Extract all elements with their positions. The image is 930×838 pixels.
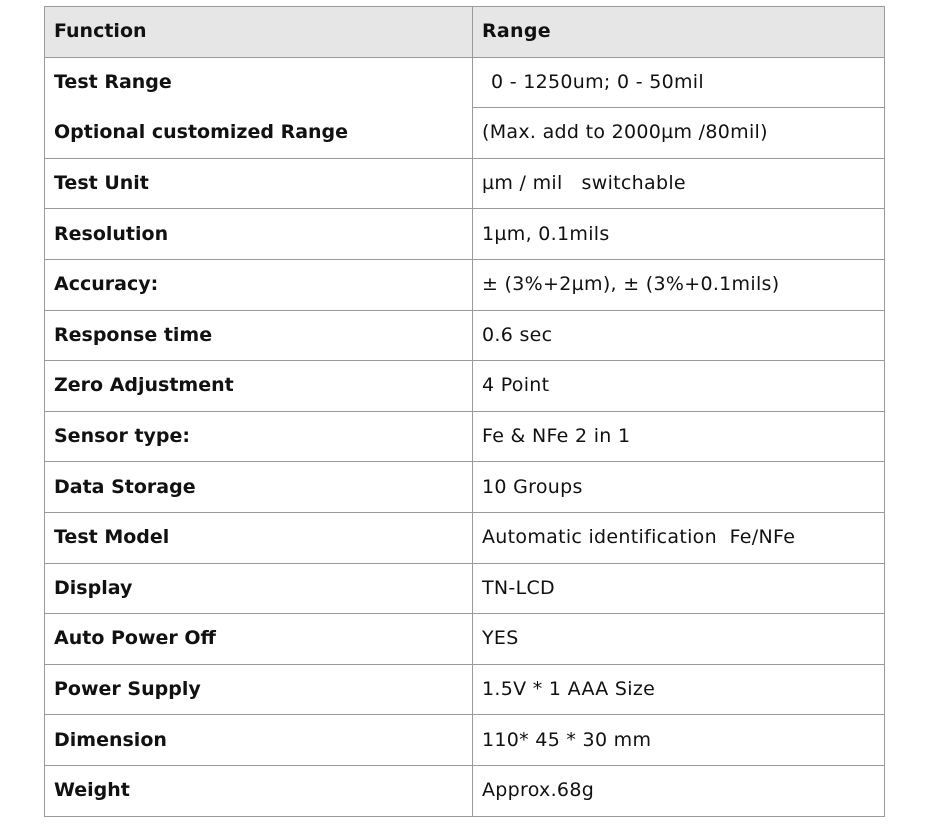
row-function: Sensor type: (45, 411, 473, 462)
row-function: Data Storage (45, 462, 473, 513)
row-value: Automatic identification Fe/NFe (473, 512, 885, 563)
row-value: Approx.68g (473, 765, 885, 816)
header-range: Range (473, 7, 885, 58)
header-function: Function (45, 7, 473, 58)
table-row (45, 259, 885, 310)
row-value: 10 Groups (473, 462, 885, 513)
row-function: Power Supply (45, 664, 473, 715)
row-function: Test Range (45, 57, 473, 108)
table-row (45, 310, 885, 361)
row-value: µm / mil switchable (473, 158, 885, 209)
table-row (45, 664, 885, 715)
table-header-row (45, 7, 885, 58)
table-row (45, 411, 885, 462)
table-row (45, 57, 885, 108)
row-function: Test Unit (45, 158, 473, 209)
row-function: Resolution (45, 209, 473, 260)
row-function: Weight (45, 765, 473, 816)
row-function: Response time (45, 310, 473, 361)
table-row (45, 563, 885, 614)
row-value: (Max. add to 2000µm /80mil) (473, 108, 885, 159)
table-row (45, 361, 885, 412)
row-value: 110* 45 * 30 mm (473, 715, 885, 766)
row-value: 0 - 1250um; 0 - 50mil (473, 57, 885, 108)
spec-table (44, 6, 885, 817)
table-row (45, 158, 885, 209)
row-function: Display (45, 563, 473, 614)
row-value: 4 Point (473, 361, 885, 412)
table-row (45, 512, 885, 563)
row-value: 1µm, 0.1mils (473, 209, 885, 260)
row-value: YES (473, 614, 885, 665)
row-value: TN-LCD (473, 563, 885, 614)
table-row (45, 614, 885, 665)
row-value: 0.6 sec (473, 310, 885, 361)
row-function: Auto Power Off (45, 614, 473, 665)
table-row (45, 765, 885, 816)
row-function: Zero Adjustment (45, 361, 473, 412)
row-value: ± (3%+2µm), ± (3%+0.1mils) (473, 259, 885, 310)
row-function: Optional customized Range (45, 108, 473, 159)
table-row (45, 108, 885, 159)
table-row (45, 462, 885, 513)
table-row (45, 209, 885, 260)
table-row (45, 715, 885, 766)
row-function: Test Model (45, 512, 473, 563)
row-function: Accuracy: (45, 259, 473, 310)
row-value: Fe & NFe 2 in 1 (473, 411, 885, 462)
row-function: Dimension (45, 715, 473, 766)
row-value: 1.5V * 1 AAA Size (473, 664, 885, 715)
